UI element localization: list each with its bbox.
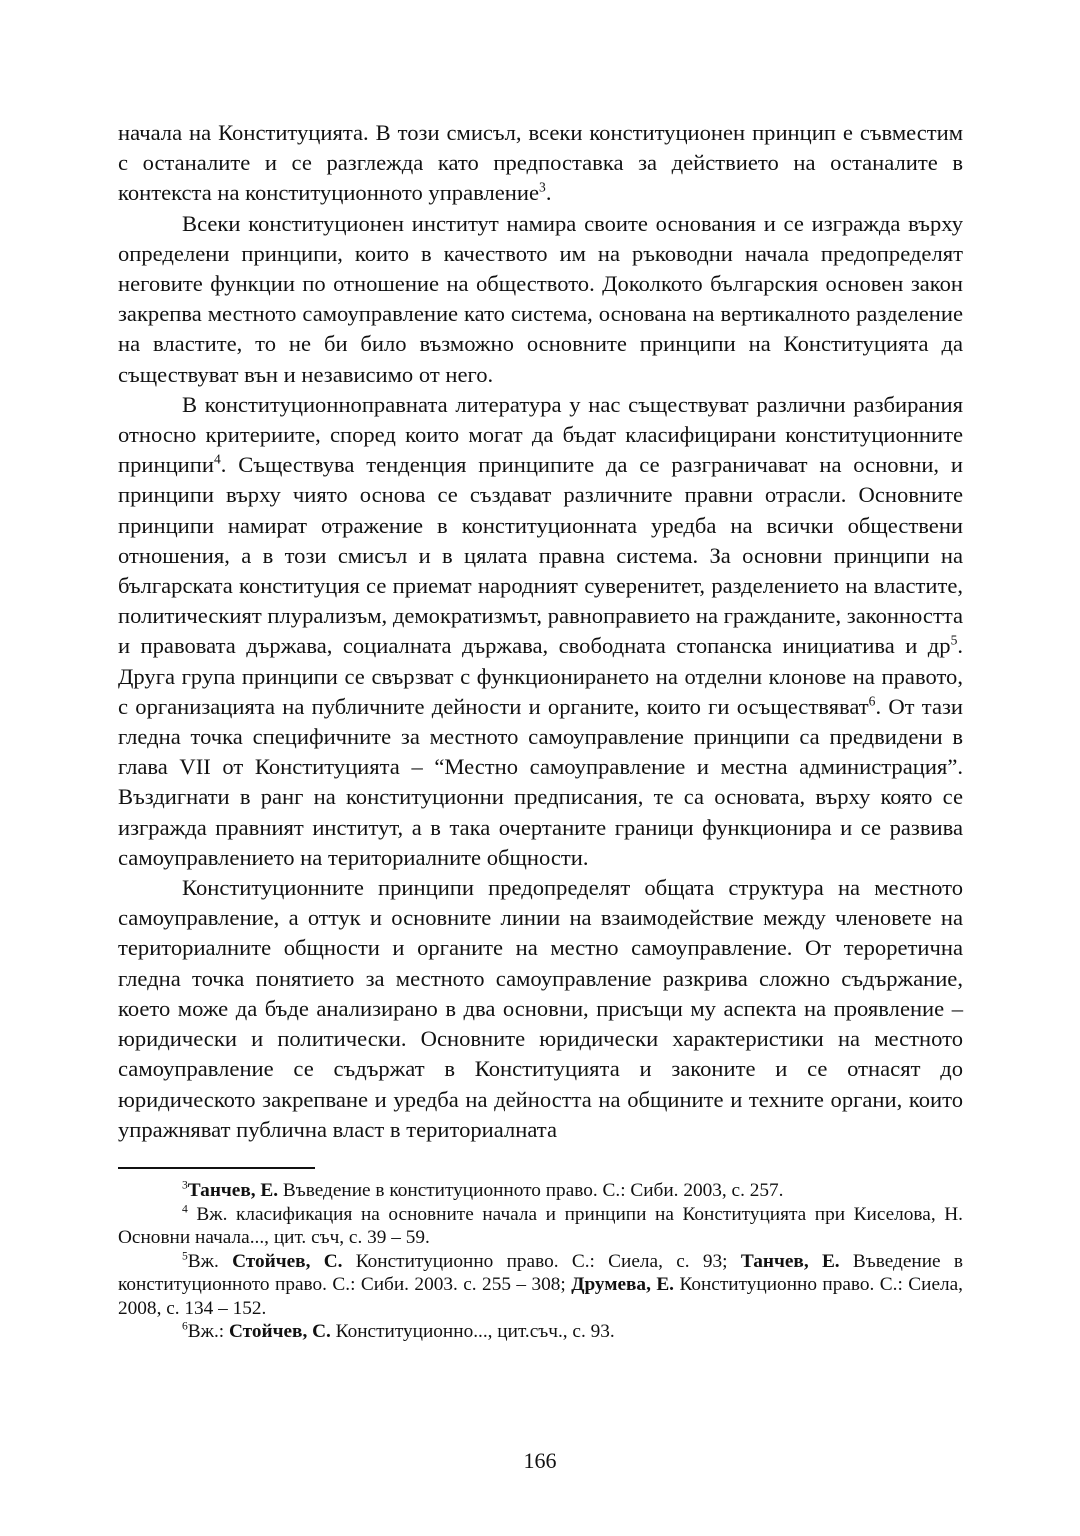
paragraph-3-part-a: В конституционноправната литература у нас съществуват различни разбирания относно критериите, според които могат да бъдат класифицирани конституционните принципи bbox=[118, 391, 963, 478]
footnote-6-author: Стойчев, С. bbox=[228, 1321, 331, 1343]
paragraph-1 bbox=[118, 118, 963, 209]
footnote-6-text: Конституционно..., цит.съч., с. 93. bbox=[330, 1321, 615, 1343]
paragraph-3-part-d: . От тази гледна точка специфичните за местното самоуправление принципи са предвидени в глава VII от Конституцията – “Местно самоуправление и местна администрация”. Въздигнати в ранг на конституционни предписания, те са основата, върху която се изгражда правният институт, а в така очертаните граници функционира и се развива самоуправлението на териториалните общности. bbox=[118, 693, 963, 870]
paragraph-4: Конституционните принципи предопределят общата структура на местното самоуправление, а оттук и основните линии на взаимодействие между членовете на териториалните общности и органите на местно самоуправление. От тероретична гледна точка понятието за местното самоуправление разкрива сложно съдържание, което може да бъде анализирано в два основни, присъщи му аспекта на проявление – юридически и политически. Основните юридически характеристики на местното самоуправление се съдържат в Конституцията и законите и се отнасят до юридическото закрепване и уредба на дейността на общините и техните органи, които упражняват публична власт в териториалната bbox=[118, 875, 963, 1142]
footnote-5-number: 5 bbox=[182, 1249, 188, 1263]
footnote-5-prefix: Вж. bbox=[187, 1250, 233, 1272]
footnote-6 bbox=[118, 1320, 963, 1344]
footnote-5-text-1: Конституционно право. С.: Сиела, с. 93; bbox=[342, 1250, 741, 1272]
paragraph-1-text: начала на Конституцията. В този смисъл, всеки конституционен принцип е съвместим с останалите и се разглежда като предпоставка за действието на останалите в контекста на конституционното управление bbox=[118, 120, 963, 206]
footnote-5-author-2: Танчев, Е. bbox=[740, 1250, 840, 1272]
footnote-4-number: 4 bbox=[182, 1202, 188, 1216]
footnote-6-prefix: Вж.: bbox=[187, 1321, 229, 1343]
footnote-5 bbox=[118, 1250, 963, 1321]
footnote-separator bbox=[118, 1167, 315, 1169]
footnote-5-author-3: Друмева, Е. bbox=[571, 1274, 675, 1296]
footnotes bbox=[118, 1179, 963, 1344]
paragraph-3 bbox=[118, 390, 963, 873]
paragraph-3-part-c: . Друга група принципи се свързват с функционирането на отделни клонове на правото, с организацията на публичните дейности и органите, които ги осъществяват bbox=[118, 633, 963, 719]
footnote-3-number: 3 bbox=[182, 1178, 188, 1192]
footnote-ref-6[interactable]: 6 bbox=[868, 693, 876, 709]
footnote-4 bbox=[118, 1203, 963, 1250]
page-content bbox=[118, 118, 963, 1344]
page-number: 166 bbox=[523, 1448, 557, 1473]
paragraph-3-part-b: . Съществува тенденция принципите да се разграничават на основни, и принципи върху чиято основа се създават различните правни отрасли. Основните принципи намират отражение в конституционната уредба на всички обществени отношения, а в този смисъл и в цялата правна система. За основни принципи на българската конституция се приемат народният суверенитет, разделението на властите, политическият плурализъм, демократизмът, равноправието на гражданите, законността и правовата държава, социалната държава, свободната стопанска инициатива и др bbox=[118, 452, 963, 659]
footnote-4-text: Вж. класификация на основните начала и принципи на Конституцията при Киселова, Н. Основни начала..., цит. съч, с. 39 – 59. bbox=[118, 1203, 963, 1249]
footnote-ref-5[interactable]: 5 bbox=[950, 632, 958, 648]
footnote-3 bbox=[118, 1179, 963, 1203]
footnote-5-author-1: Стойчев, С. bbox=[232, 1250, 343, 1272]
paragraph-2: Всеки конституционен институт намира своите основания и се изгражда върху определени принципи, които в качеството им на ръководни начала предопределят неговите функции по отношение на обществото. Доколкото българския основен закон закрепва местното самоуправление като система, основана на вертикалното разделение на властите, то не би било възможно основните принципи на Конституцията да съществуват вън и независимо от него. bbox=[118, 210, 963, 387]
body-text bbox=[118, 118, 963, 1145]
footnote-5-text-2: Въведение в конституционното право. С.: Сиби. 2003. с. 255 – 308; bbox=[118, 1250, 964, 1296]
footnote-5-text-3: Конституционно право. С.: Сиела, 2008, с. 134 – 152. bbox=[118, 1274, 964, 1319]
footnote-3-text: Въведение в конституционното право. С.: Сиби. 2003, с. 257. bbox=[278, 1179, 784, 1201]
footnote-6-number: 6 bbox=[182, 1320, 188, 1334]
footnote-ref-4[interactable]: 4 bbox=[213, 451, 221, 467]
footnote-ref-3[interactable]: 3 bbox=[539, 179, 546, 195]
paragraph-1-tail: . bbox=[545, 180, 552, 206]
footnote-3-author: Танчев, Е. bbox=[187, 1179, 279, 1201]
